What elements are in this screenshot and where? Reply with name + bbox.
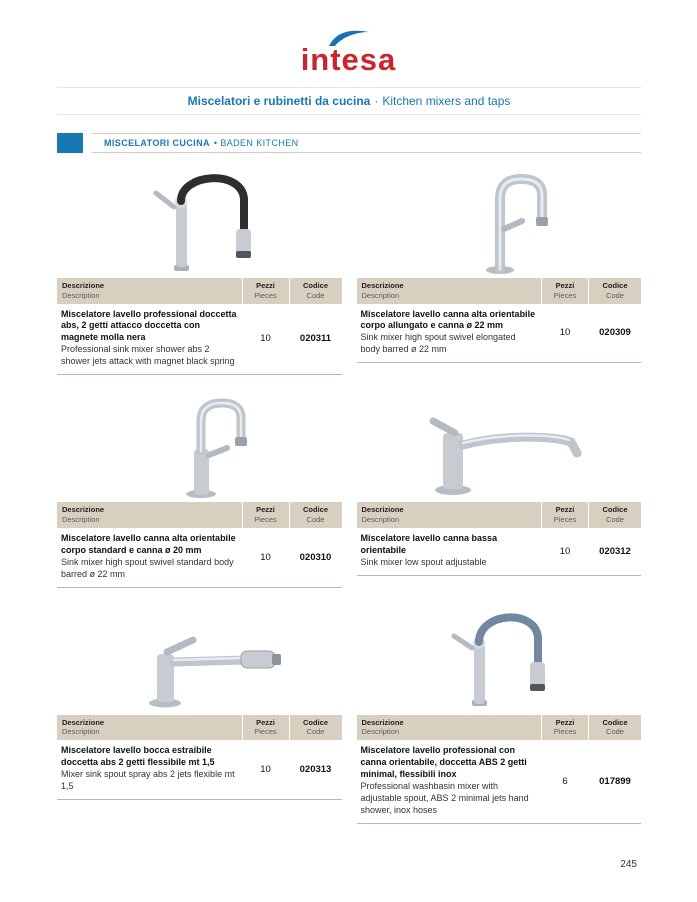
product-card <box>57 606 342 824</box>
product-code: 020312 <box>599 545 631 557</box>
col-header-pieces: Pezzi Pieces <box>243 502 289 528</box>
table-row <box>57 304 342 376</box>
faucet-professional-blue-spring-image <box>424 606 574 712</box>
col-header-pieces: Pezzi Pieces <box>243 715 289 741</box>
table-row <box>357 528 642 576</box>
brand-logo <box>0 0 697 75</box>
product-card <box>357 393 642 587</box>
product-pieces: 10 <box>559 327 571 339</box>
col-header-description: Descrizione Description <box>357 278 542 304</box>
col-header-code: Codice Code <box>290 502 342 528</box>
table-header-row <box>357 502 642 528</box>
table-row <box>57 740 342 800</box>
col-header-code: Codice Code <box>290 715 342 741</box>
product-pieces: 10 <box>260 764 271 776</box>
page-title-english: Kitchen mixers and taps <box>382 94 511 108</box>
product-code: 020309 <box>599 327 631 339</box>
faucet-professional-black-spring-image <box>124 169 274 275</box>
section-header <box>57 133 641 153</box>
product-card <box>57 169 342 375</box>
section-title-sub: • BADEN KITCHEN <box>213 138 299 148</box>
product-image <box>57 169 342 275</box>
col-header-code: Codice Code <box>290 278 342 304</box>
product-description: Miscelatore lavello professional con canna orientabile, doccetta ABS 2 getti minimal, flessibili inox Professional washbasin mixer with adjustable spout, ABS 2 minimal jets hand shower, inox hoses <box>360 745 529 816</box>
faucet-high-spout-standard-image <box>124 393 274 499</box>
table-header-row <box>57 278 342 304</box>
page-title <box>57 87 641 115</box>
table-header-row <box>57 715 342 741</box>
faucet-high-spout-elongated-image <box>424 169 574 275</box>
product-card <box>57 393 342 587</box>
product-image <box>57 393 342 499</box>
product-card <box>357 169 642 375</box>
page-title-italian: Miscelatori e rubinetti da cucina <box>187 94 371 108</box>
section-title <box>92 133 641 153</box>
table-header-row <box>57 502 342 528</box>
product-description: Miscelatore lavello canna alta orientabile corpo allungato e canna ø 22 mm Sink mixer high spout swivel elongated body barred ø 22 mm <box>360 308 536 355</box>
table-row <box>357 304 642 364</box>
col-header-code: Codice Code <box>589 278 641 304</box>
col-header-pieces: Pezzi Pieces <box>542 278 588 304</box>
product-image <box>357 606 642 712</box>
section-title-main: MISCELATORI CUCINA <box>104 138 210 148</box>
col-header-code: Codice Code <box>589 715 641 741</box>
product-description: Miscelatore lavello canna bassa orientabile Sink mixer low spout adjustable <box>360 532 498 567</box>
col-header-description: Descrizione Description <box>357 502 542 528</box>
col-header-description: Descrizione Description <box>57 715 242 741</box>
product-description: Miscelatore lavello professional doccetta abs, 2 getti attacco doccetta con magnete molla nera Professional sink mixer shower abs 2 shower jets attack with magnet black spring <box>61 308 237 367</box>
col-header-pieces: Pezzi Pieces <box>542 715 588 741</box>
section-marker-square <box>57 133 83 153</box>
product-pieces: 6 <box>562 776 568 788</box>
product-description: Miscelatore lavello bocca estraibile doccetta abs 2 getti flessibile mt 1,5 Mixer sink spout spray abs 2 jets flexible mt 1,5 <box>61 745 235 792</box>
col-header-code: Codice Code <box>589 502 641 528</box>
product-image <box>357 393 642 499</box>
product-pieces: 10 <box>260 551 271 563</box>
col-header-pieces: Pezzi Pieces <box>542 502 588 528</box>
product-code: 020311 <box>299 333 332 345</box>
table-header-row <box>357 715 642 741</box>
col-header-description: Descrizione Description <box>57 278 242 304</box>
table-row <box>57 528 342 588</box>
col-header-description: Descrizione Description <box>357 715 542 741</box>
faucet-pull-out-spray-image <box>109 606 289 712</box>
product-image <box>57 606 342 712</box>
product-description: Miscelatore lavello canna alta orientabile corpo standard e canna ø 20 mm Sink mixer high spout swivel standard body barred ø 22 mm <box>61 532 236 579</box>
product-code: 020313 <box>299 764 332 776</box>
product-code: 017899 <box>599 776 631 788</box>
page-title-separator: · <box>374 94 379 108</box>
product-pieces: 10 <box>260 333 271 345</box>
faucet-low-spout-image <box>409 393 589 499</box>
col-header-pieces: Pezzi Pieces <box>243 278 289 304</box>
brand-logo-text: intesa <box>300 42 397 77</box>
product-grid <box>57 169 641 824</box>
product-card <box>357 606 642 824</box>
product-image <box>357 169 642 275</box>
col-header-description: Descrizione Description <box>57 502 242 528</box>
table-row <box>357 740 642 824</box>
product-code: 020310 <box>299 551 332 563</box>
table-header-row <box>357 278 642 304</box>
page-number: 245 <box>620 859 637 870</box>
product-pieces: 10 <box>559 545 571 557</box>
